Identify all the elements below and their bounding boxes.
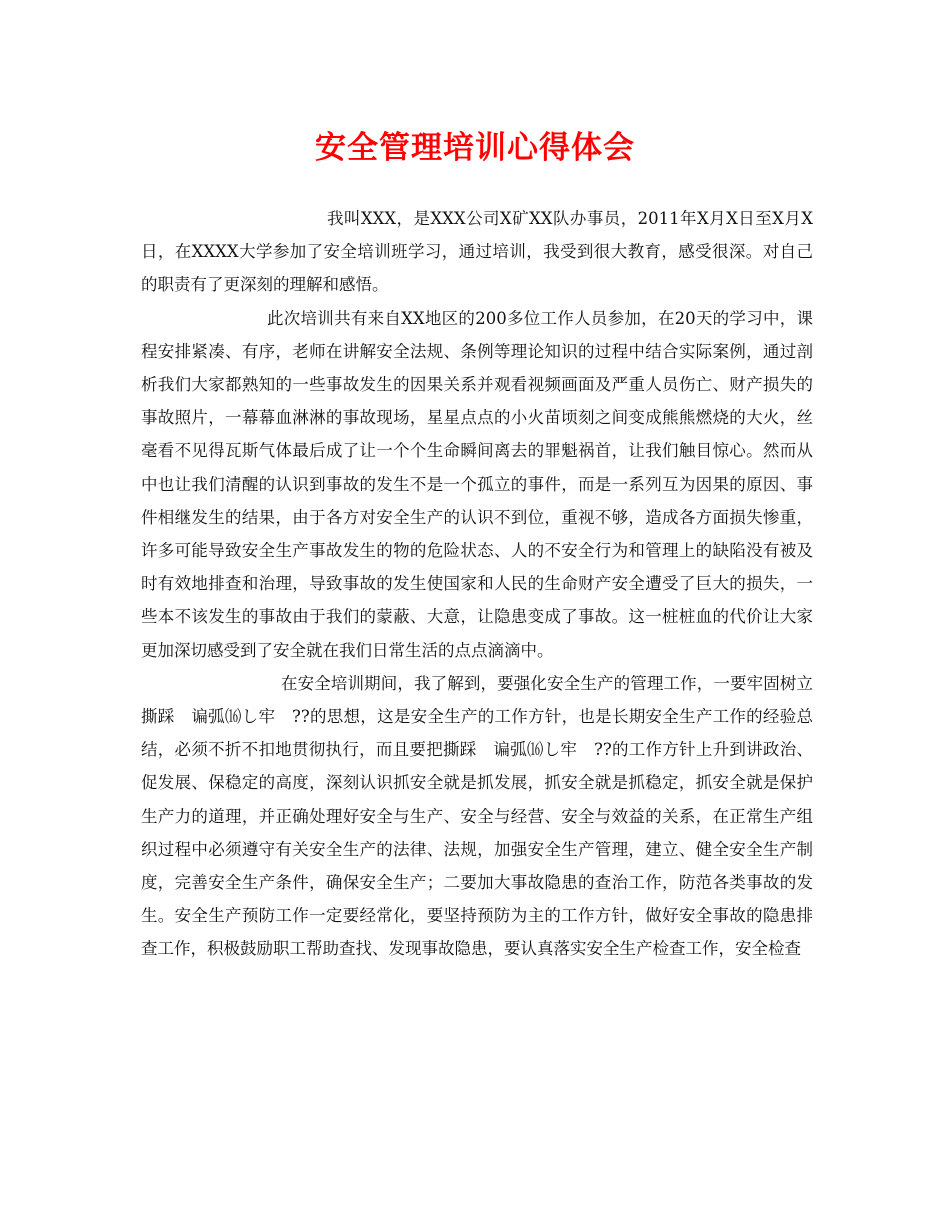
- paragraph-2: 此次培训共有来自XX地区的200多位工作人员参加，在20天的学习中，课程安排紧凑、有序，老师在讲解安全法规、条例等理论知识的过程中结合实际案例，通过剖析我们大家都熟知的一些事故发生的因果关系并观看视频画面及严重人员伤亡、财产损失的事故照片，一幕幕血淋淋的事故现场，星星点点的小火苗顷刻之间变成熊熊燃烧的大火，丝毫看不见得瓦斯气体最后成了让一个个生命瞬间离去的罪魁祸首，让我们触目惊心。然而从中也让我们清醒的认识到事故的发生不是一个孤立的事件，而是一系列互为因果的原因、事件相继发生的结果，由于各方对安全生产的认识不到位，重视不够，造成各方面损失惨重，许多可能导致安全生产事故发生的物的危险状态、人的不安全行为和管理上的缺陷没有被及时有效地排查和治理，导致事故的发生使国家和人民的生命财产安全遭受了巨大的损失，一些本不该发生的事故由于我们的蒙蔽、大意，让隐患变成了事故。这一桩桩血的代价让大家更加深切感受到了安全就在我们日常生活的点点滴滴中。: [141, 308, 813, 660]
- paragraph-3: 在安全培训期间，我了解到，要强化安全生产的管理工作，一要牢固树立撕踩 谝弧⒃し牢 ??的思想，这是安全生产的工作方针，也是长期安全生产工作的经验总结，必须不折不扣地贯彻执行，而且要把撕踩 谝弧⒃し牢 ??的工作方针上升到讲政治、促发展、保稳定的高度，深刻认识抓安全就是抓发展，抓安全就是抓稳定，抓安全就是保护生产力的道理，并正确处理好安全与生产、安全与经营、安全与效益的关系，在正常生产组织过程中必须遵守有关安全生产的法律、法规，加强安全生产管理，建立、健全安全生产制度，完善安全生产条件，确保安全生产；二要加大事故隐患的查治工作，防范各类事故的发生。安全生产预防工作一定要经常化，要坚持预防为主的工作方针，做好安全事故的隐患排查工作，积极鼓励职工帮助查找、发现事故隐患，要认真落实安全生产检查工作，安全检查: [141, 673, 813, 959]
- document-title: 安全管理培训心得体会: [315, 130, 635, 166]
- document-body: [141, 202, 813, 966]
- paragraph-1: 我叫XXX，是XXX公司X矿XX队办事员，2011年X月X日至X月X日，在XXXX大学参加了安全培训班学习，通过培训，我受到很大教育，感受很深。对自己的职责有了更深刻的理解和感悟。: [141, 209, 813, 295]
